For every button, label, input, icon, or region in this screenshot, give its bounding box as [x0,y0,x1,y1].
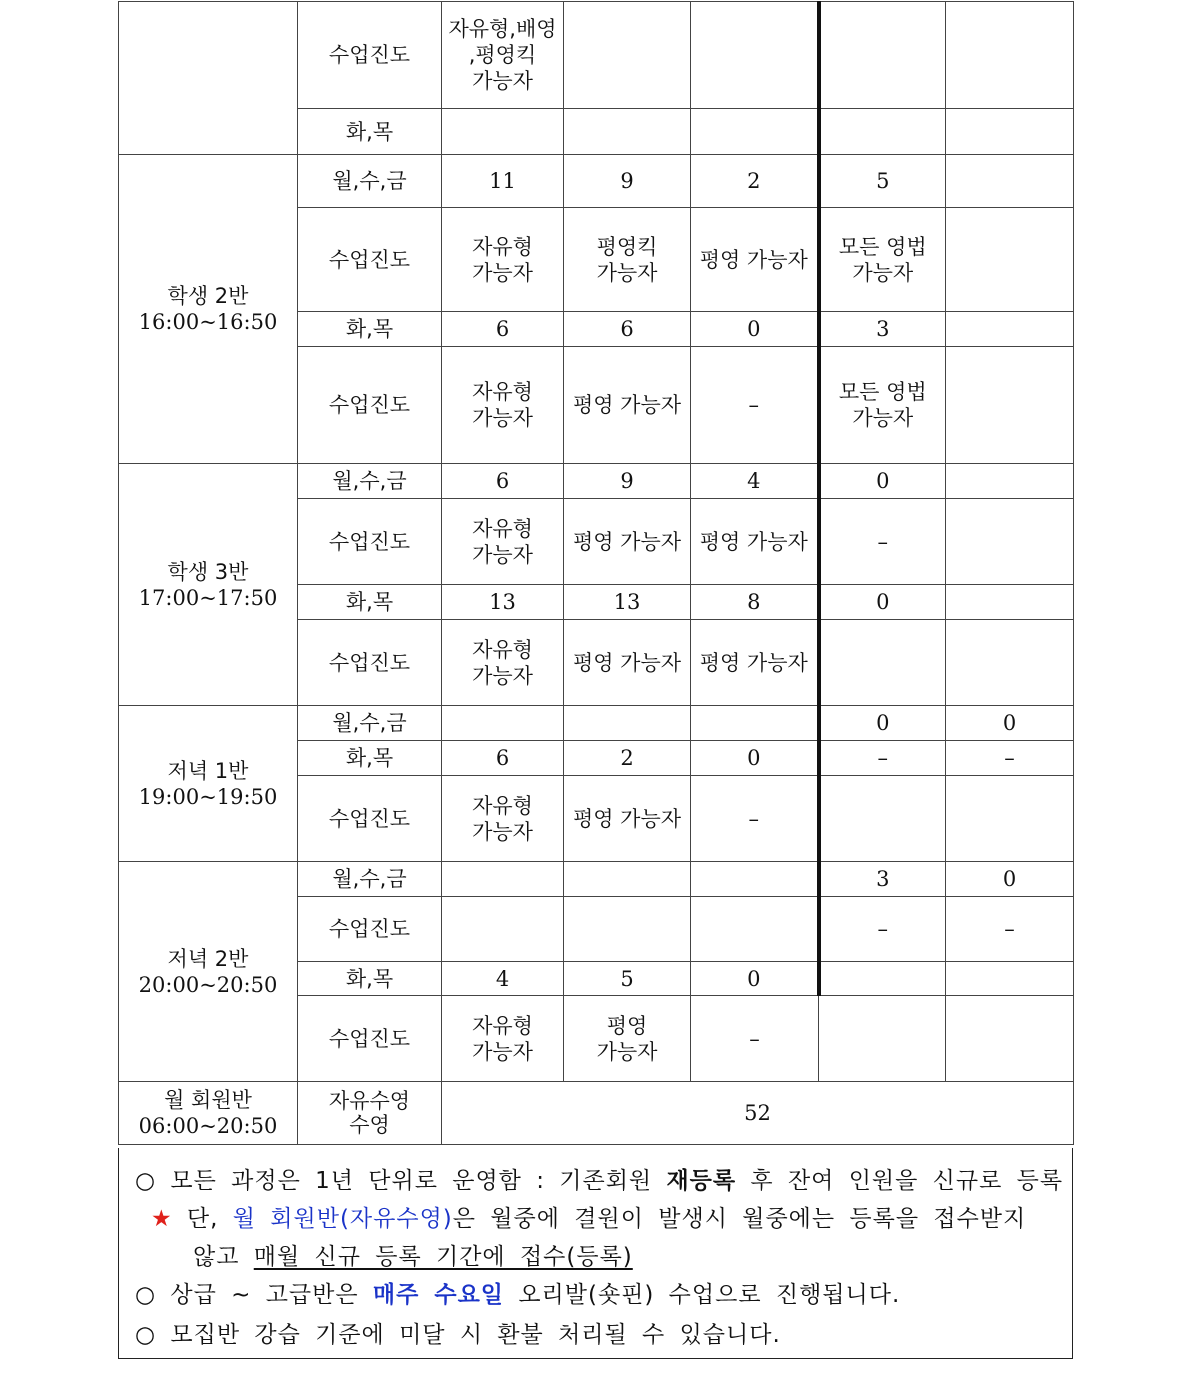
class-label-cell [119,155,298,464]
data-cell: – [819,499,946,585]
note-line-3: 않고 매월 신규 등록 기간에 접수(등록) [193,1244,633,1270]
table-row [119,464,1074,499]
class-time: 19:00~19:50 [138,784,278,809]
data-cell: 자유형 가능자 [442,499,564,585]
data-cell: – [691,347,819,464]
class-time: 16:00~16:50 [138,310,278,334]
data-cell: 0 [691,312,819,347]
data-cell: 0 [819,464,946,499]
data-cell [819,620,946,706]
data-cell: 0 [946,706,1074,741]
data-cell: 11 [442,155,564,208]
circle-bullet-icon: ○ [135,1282,157,1308]
day-cell: 자유수영 수영 [298,1082,442,1145]
table-row [119,862,1074,897]
data-cell [946,155,1074,208]
table-row [119,155,1074,208]
day-cell: 수업진도 [298,347,442,464]
day-cell: 수업진도 [298,897,442,962]
data-cell [946,499,1074,585]
table-row [119,2,1074,109]
data-cell: 평영킥 가능자 [564,208,691,312]
data-cell: 0 [946,862,1074,897]
day-cell: 수업진도 [298,2,442,109]
data-cell: 2 [691,155,819,208]
day-cell: 화,목 [298,109,442,155]
data-cell: – [691,776,819,862]
data-cell [946,312,1074,347]
data-cell: 9 [564,464,691,499]
data-cell: 0 [819,706,946,741]
data-cell [564,706,691,741]
day-cell: 화,목 [298,741,442,776]
day-cell: 월,수,금 [298,464,442,499]
data-cell: 평영 가능자 [691,620,819,706]
data-cell [442,109,564,155]
data-cell: 3 [819,862,946,897]
table-row [119,1082,1074,1145]
data-cell [564,862,691,897]
data-cell [819,962,946,996]
class-name: 저녁 1반 [167,758,249,783]
class-time: 20:00~20:50 [138,972,278,997]
notes-section [118,1148,1073,1359]
data-cell: 자유형 가능자 [442,620,564,706]
class-time: 17:00~17:50 [138,585,278,610]
day-cell: 화,목 [298,585,442,620]
data-cell [946,2,1074,109]
data-cell: 평영 가능자 [564,620,691,706]
data-cell: – [819,897,946,962]
day-cell: 화,목 [298,312,442,347]
data-cell: 0 [691,962,819,996]
data-cell: 9 [564,155,691,208]
class-name: 학생 3반 [167,559,249,584]
note-line-4: ○ 상급 ~ 고급반은 매주 수요일 오리발(숏핀) 수업으로 진행됩니다. [135,1282,901,1308]
data-cell: 자유형 가능자 [442,208,564,312]
data-cell: 평영 가능자 [564,499,691,585]
data-cell: 0 [691,741,819,776]
data-cell [691,109,819,155]
note-line-1: ○ 모든 과정은 1년 단위로 운영함 : 기존회원 재등록 후 잔여 인원을 신규로 등록 [135,1168,1064,1194]
day-cell: 수업진도 [298,996,442,1082]
data-cell: 자유형 가능자 [442,347,564,464]
data-cell: 8 [691,585,819,620]
data-cell [946,776,1074,862]
note-line-2: ★ 단, 월 회원반(자유수영)은 월중에 결원이 발생시 월중에는 등록을 접수받지 [151,1206,1027,1232]
data-cell: – [946,741,1074,776]
data-cell [946,109,1074,155]
day-cell: 수업진도 [298,776,442,862]
class-label-cell [119,2,298,155]
class-name: 저녁 2반 [167,946,249,971]
data-cell [564,897,691,962]
member-count-cell: 52 [442,1082,1074,1145]
data-cell: 5 [819,155,946,208]
circle-bullet-icon: ○ [135,1322,157,1348]
data-cell: 자유형 가능자 [442,776,564,862]
data-cell: 자유형 가능자 [442,996,564,1082]
data-cell [946,996,1074,1082]
day-cell: 수업진도 [298,208,442,312]
data-cell [564,2,691,109]
class-time: 06:00~20:50 [138,1114,278,1138]
class-name: 월 회원반 [164,1088,252,1112]
data-cell [819,776,946,862]
data-cell [442,862,564,897]
data-cell: 4 [442,962,564,996]
day-cell: 월,수,금 [298,706,442,741]
class-label-cell [119,706,298,862]
data-cell: 6 [442,741,564,776]
data-cell: 6 [442,464,564,499]
data-cell: – [946,897,1074,962]
data-cell: 평영 가능자 [564,347,691,464]
day-cell: 수업진도 [298,620,442,706]
class-label-cell [119,862,298,1082]
day-cell: 월,수,금 [298,862,442,897]
data-cell: 13 [564,585,691,620]
data-cell: 6 [442,312,564,347]
data-cell: 5 [564,962,691,996]
day-cell: 화,목 [298,962,442,996]
day-cell: 수업진도 [298,499,442,585]
data-cell [819,109,946,155]
data-cell: 3 [819,312,946,347]
circle-bullet-icon: ○ [135,1168,157,1194]
data-cell [946,208,1074,312]
data-cell [946,464,1074,499]
data-cell: 0 [819,585,946,620]
data-cell: 모든 영법 가능자 [819,208,946,312]
table-row [119,706,1074,741]
data-cell: – [691,996,819,1082]
data-cell: 4 [691,464,819,499]
data-cell [946,585,1074,620]
data-cell: – [819,741,946,776]
star-icon: ★ [151,1206,173,1232]
data-cell [691,706,819,741]
class-label-cell [119,464,298,706]
class-name: 학생 2반 [167,284,249,308]
data-cell [946,962,1074,996]
data-cell: 6 [564,312,691,347]
day-cell: 월,수,금 [298,155,442,208]
class-label-cell [119,1082,298,1145]
data-cell: 모든 영법 가능자 [819,347,946,464]
data-cell [691,2,819,109]
data-cell [442,897,564,962]
data-cell [819,996,946,1082]
data-cell: 평영 가능자 [564,996,691,1082]
data-cell [946,347,1074,464]
data-cell [819,2,946,109]
schedule-table [118,1,1074,1145]
data-cell: 13 [442,585,564,620]
data-cell: 평영 가능자 [564,776,691,862]
data-cell: 2 [564,741,691,776]
data-cell [691,897,819,962]
data-cell: 자유형,배영 ,평영킥 가능자 [442,2,564,109]
data-cell [564,109,691,155]
data-cell: 평영 가능자 [691,208,819,312]
data-cell [691,862,819,897]
data-cell: 평영 가능자 [691,499,819,585]
data-cell [442,706,564,741]
data-cell [946,620,1074,706]
note-line-5: ○ 모집반 강습 기준에 미달 시 환불 처리될 수 있습니다. [135,1322,781,1348]
